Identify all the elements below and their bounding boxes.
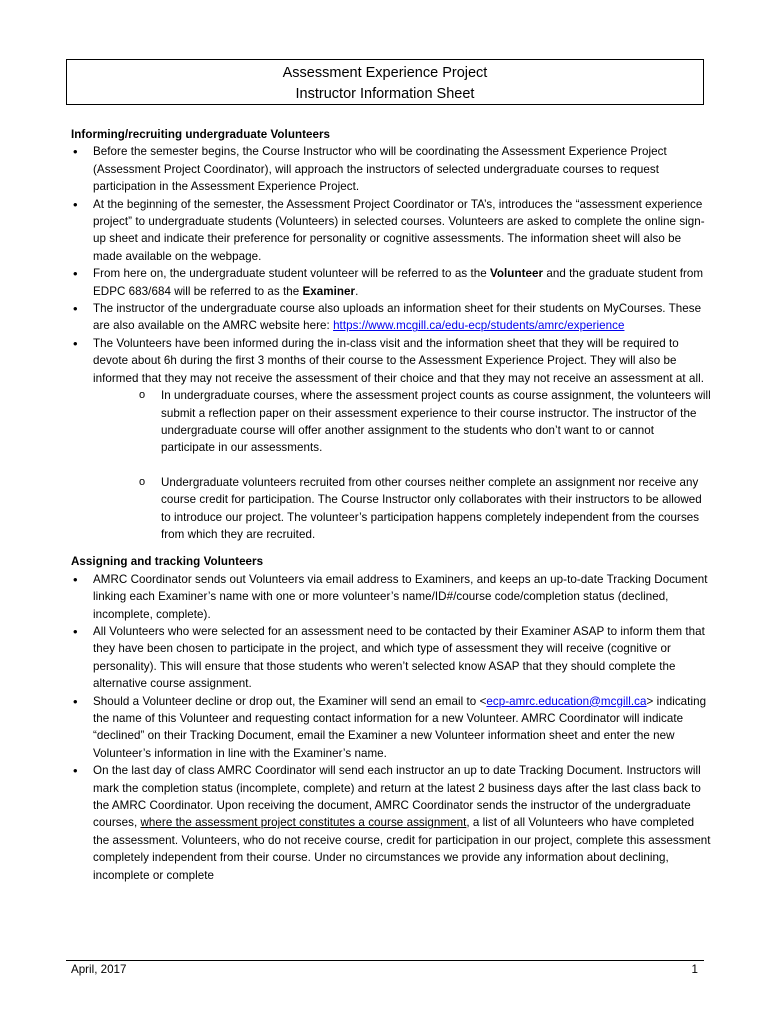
text-run: The instructor of the undergraduate course also uploads an information sheet for their students on MyCourses. These are also available on the AMRC website here:: [93, 302, 702, 333]
text-run: , a list of all Volunteers who have completed the assessment. Volunteers, who do not receive course, credit for participation in our project, complete this assessment completely independent from their course. Under no circumstances we provide any information about declining, incomplete or complete: [93, 816, 711, 882]
examiner-term: Examiner: [302, 284, 356, 298]
text-run: The Volunteers have been informed during the in-class visit and the information sheet that they will be required to devote about 6h during the first 3 months of their course to the Assessment Experience Project. They will also be informed that they may not receive the assessment of their choice and that they may not receive an assessment at all.: [93, 336, 704, 385]
amrc-website-link[interactable]: https://www.mcgill.ca/edu-ecp/students/amrc/experience: [333, 319, 625, 333]
list-item: [71, 300, 711, 335]
list-item: [71, 693, 711, 763]
list-item: [71, 265, 711, 300]
text-run: Should a Volunteer decline or drop out, the Examiner will send an email to <: [93, 694, 487, 708]
underlined-text: where the assessment project constitutes a course assignment: [140, 816, 467, 830]
footer-date: April, 2017: [71, 963, 127, 976]
text-run: .: [355, 284, 359, 298]
section-heading-recruiting: Informing/recruiting undergraduate Volunteers: [71, 128, 331, 141]
text-run: and the graduate student from EDPC 683/684 will be referred to as the: [93, 267, 704, 298]
volunteer-term: Volunteer: [489, 267, 544, 281]
sub-list: [93, 387, 711, 543]
document-body: [71, 126, 711, 884]
sub-list-item: o Undergraduate volunteers recruited from other courses neither complete an assignment nor receive any course credit for participation. The Course Instructor only collaborates with their instructors to be allowed to introduce our project. The volunteer’s participation happens completely independent from the courses from which they are recruited.: [93, 474, 711, 544]
footer-divider: [66, 960, 704, 961]
list-item: • Before the semester begins, the Course Instructor who will be coordinating the Assessment Experience Project (Assessment Project Coordinator), will approach the instructors of selected undergraduate courses to request participation in the Assessment Experience Project.: [71, 143, 711, 195]
title-box: [66, 59, 704, 105]
list-item: [71, 335, 711, 543]
section-heading-tracking: Assigning and tracking Volunteers: [71, 555, 264, 569]
list-item: [71, 762, 711, 884]
list-item: • All Volunteers who were selected for an assessment need to be contacted by their Examiner ASAP to inform them that they have been chosen to participate in the project, and which type of assessment they will receive (cognitive or personality). This will ensure that those students who weren’t selected know ASAP that they should complete the alternative course assignment.: [71, 623, 711, 693]
list-item: • At the beginning of the semester, the Assessment Project Coordinator or TA’s, introduces the “assessment experience project” to undergraduate students (Volunteers) in selected courses. Volunteers are asked to complete the online sign-up sheet and indicate their preference for personality or cognitive assessments. The information sheet will also be made available on the webpage.: [71, 196, 711, 266]
text-run: On the last day of class AMRC Coordinator will send each instructor an up to date Tracking Document. Instructors will mark the completion status (incomplete, complete) and return at the latest 2 business days after the last class back to the AMRC Coordinator. Upon receiving the document, AMRC Coordinator sends the instructor of the undergraduate courses,: [93, 764, 701, 830]
list-item: • AMRC Coordinator sends out Volunteers via email address to Examiners, and keeps an up-to-date Tracking Document linking each Examiner’s name with one or more volunteer’s name/ID#/course code/completion status (declined, incomplete, complete).: [71, 571, 711, 623]
doc-title: Assessment Experience Project: [282, 65, 488, 81]
sub-list-item: o In undergraduate courses, where the assessment project counts as course assignment, the volunteers will submit a reflection paper on their assessment experience to their course instructor. The instructor of the undergraduate course will offer another assignment to the students who don’t want to or cannot participate in our assessments.: [93, 387, 711, 457]
text-run: From here on, the undergraduate student volunteer will be referred to as the: [93, 267, 490, 281]
page-number: 1: [691, 963, 698, 976]
recruiting-list: [71, 143, 711, 543]
text-run: > indicating the name of this Volunteer and requesting contact information for a new Volunteer. AMRC Coordinator will indicate “declined” on their Tracking Document, email the Examiner a new Volunteer information sheet and enter the new Volunteer’s information in line with the Examiner’s name.: [93, 694, 707, 760]
email-link[interactable]: ecp-amrc.education@mcgill.ca: [486, 694, 647, 708]
doc-subtitle: Instructor Information Sheet: [295, 86, 475, 102]
tracking-list: [71, 571, 711, 884]
